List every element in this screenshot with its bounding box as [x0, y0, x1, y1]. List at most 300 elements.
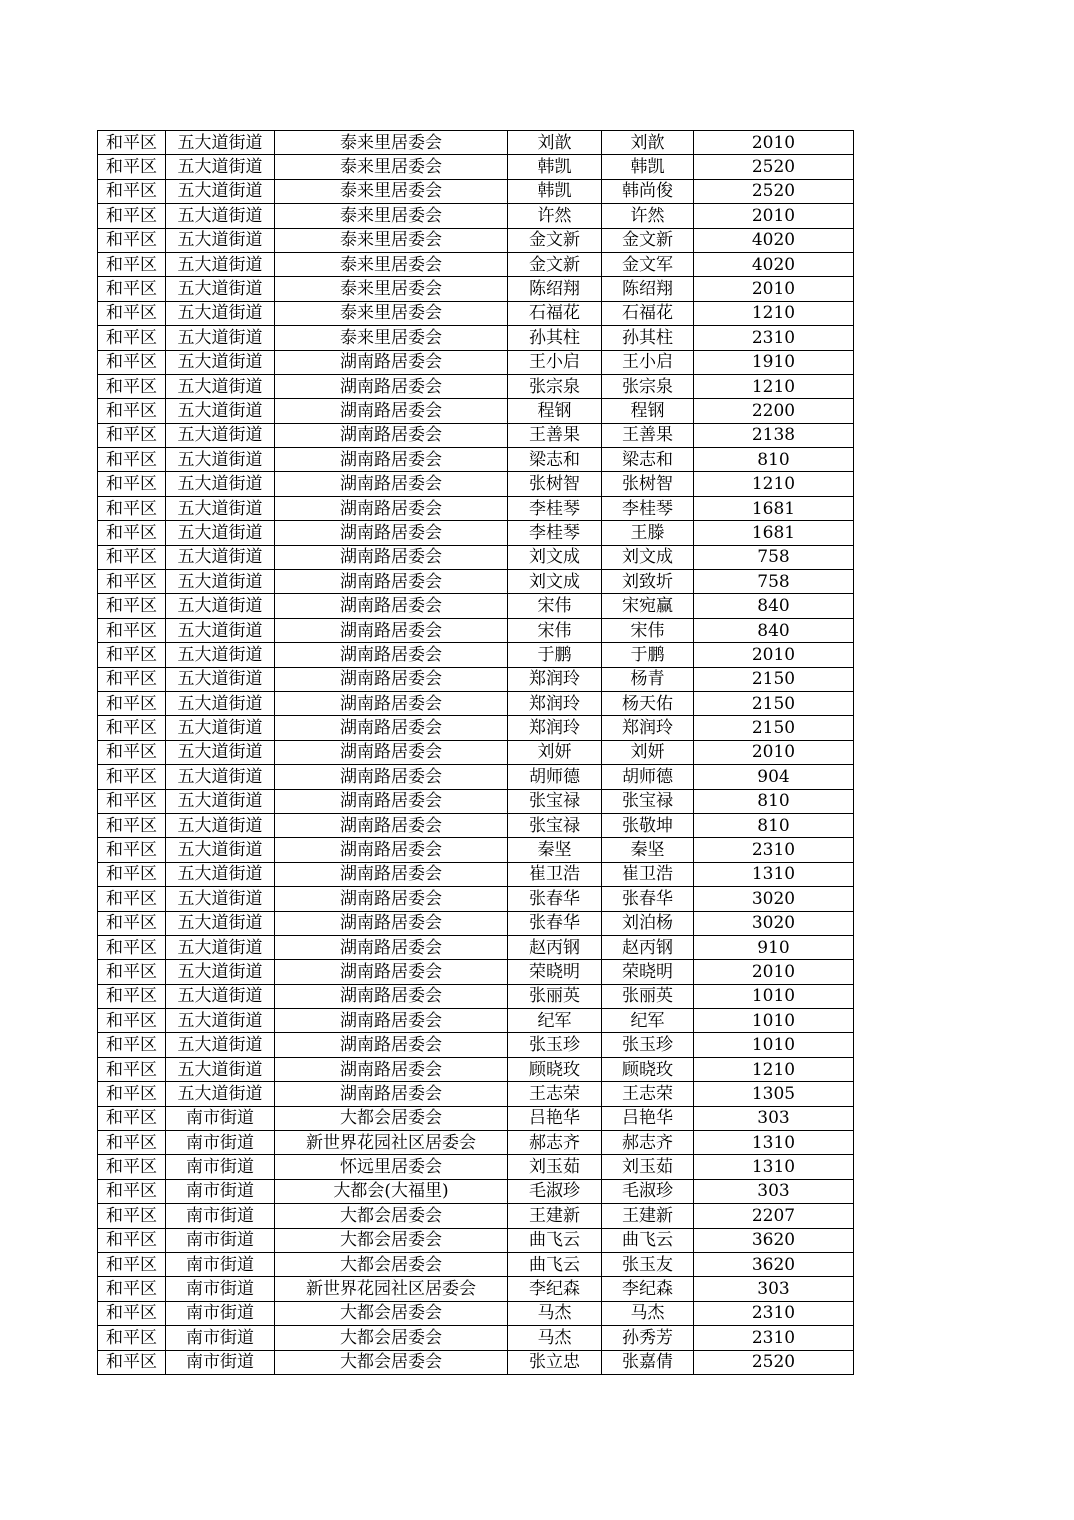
street-cell: 五大道街道 — [166, 691, 275, 715]
amount-cell: 303 — [694, 1106, 854, 1130]
member-cell: 张嘉倩 — [602, 1350, 694, 1374]
amount-cell: 3620 — [694, 1228, 854, 1252]
applicant-cell: 张立忠 — [508, 1350, 602, 1374]
amount-cell: 2520 — [694, 155, 854, 179]
amount-cell: 2150 — [694, 667, 854, 691]
district-cell: 和平区 — [98, 643, 166, 667]
table-row — [98, 350, 854, 374]
district-cell: 和平区 — [98, 911, 166, 935]
applicant-cell: 王志荣 — [508, 1082, 602, 1106]
applicant-cell: 马杰 — [508, 1326, 602, 1350]
district-cell: 和平区 — [98, 301, 166, 325]
street-cell: 五大道街道 — [166, 789, 275, 813]
committee-cell: 泰来里居委会 — [275, 326, 508, 350]
table-row — [98, 643, 854, 667]
member-cell: 张树智 — [602, 472, 694, 496]
applicant-cell: 张树智 — [508, 472, 602, 496]
committee-cell: 湖南路居委会 — [275, 667, 508, 691]
district-cell: 和平区 — [98, 1326, 166, 1350]
amount-cell: 2310 — [694, 326, 854, 350]
amount-cell: 810 — [694, 448, 854, 472]
district-cell: 和平区 — [98, 740, 166, 764]
street-cell: 五大道街道 — [166, 960, 275, 984]
member-cell: 荣晓明 — [602, 960, 694, 984]
amount-cell: 810 — [694, 789, 854, 813]
committee-cell: 湖南路居委会 — [275, 570, 508, 594]
table-row — [98, 1252, 854, 1276]
street-cell: 五大道街道 — [166, 1033, 275, 1057]
district-cell: 和平区 — [98, 228, 166, 252]
district-cell: 和平区 — [98, 1252, 166, 1276]
table-row — [98, 1204, 854, 1228]
table-row — [98, 472, 854, 496]
applicant-cell: 刘妍 — [508, 740, 602, 764]
applicant-cell: 孙其柱 — [508, 326, 602, 350]
applicant-cell: 韩凯 — [508, 155, 602, 179]
data-table — [97, 130, 854, 1375]
table-row — [98, 1057, 854, 1081]
district-cell: 和平区 — [98, 935, 166, 959]
committee-cell: 湖南路居委会 — [275, 374, 508, 398]
member-cell: 刘文成 — [602, 545, 694, 569]
member-cell: 刘妍 — [602, 740, 694, 764]
member-cell: 刘玉茹 — [602, 1155, 694, 1179]
member-cell: 李桂琴 — [602, 496, 694, 520]
district-cell: 和平区 — [98, 1106, 166, 1130]
district-cell: 和平区 — [98, 350, 166, 374]
amount-cell: 2150 — [694, 716, 854, 740]
applicant-cell: 金文新 — [508, 252, 602, 276]
table-body — [98, 131, 854, 1375]
district-cell: 和平区 — [98, 1228, 166, 1252]
amount-cell: 1210 — [694, 374, 854, 398]
applicant-cell: 郑润玲 — [508, 691, 602, 715]
district-cell: 和平区 — [98, 277, 166, 301]
street-cell: 五大道街道 — [166, 862, 275, 886]
amount-cell: 2520 — [694, 1350, 854, 1374]
committee-cell: 湖南路居委会 — [275, 813, 508, 837]
member-cell: 张宗泉 — [602, 374, 694, 398]
member-cell: 于鹏 — [602, 643, 694, 667]
street-cell: 五大道街道 — [166, 716, 275, 740]
committee-cell: 湖南路居委会 — [275, 716, 508, 740]
amount-cell: 910 — [694, 935, 854, 959]
table-row — [98, 618, 854, 642]
applicant-cell: 李纪森 — [508, 1277, 602, 1301]
amount-cell: 2200 — [694, 399, 854, 423]
district-cell: 和平区 — [98, 374, 166, 398]
committee-cell: 湖南路居委会 — [275, 935, 508, 959]
street-cell: 五大道街道 — [166, 1009, 275, 1033]
committee-cell: 泰来里居委会 — [275, 277, 508, 301]
amount-cell: 3620 — [694, 1252, 854, 1276]
committee-cell: 湖南路居委会 — [275, 862, 508, 886]
member-cell: 宋伟 — [602, 618, 694, 642]
table-row — [98, 448, 854, 472]
amount-cell: 2207 — [694, 1204, 854, 1228]
applicant-cell: 吕艳华 — [508, 1106, 602, 1130]
member-cell: 许然 — [602, 204, 694, 228]
member-cell: 程钢 — [602, 399, 694, 423]
member-cell: 秦坚 — [602, 838, 694, 862]
table-row — [98, 716, 854, 740]
table-row — [98, 228, 854, 252]
applicant-cell: 顾晓玫 — [508, 1057, 602, 1081]
amount-cell: 3020 — [694, 911, 854, 935]
member-cell: 吕艳华 — [602, 1106, 694, 1130]
committee-cell: 湖南路居委会 — [275, 423, 508, 447]
table-row — [98, 984, 854, 1008]
committee-cell: 泰来里居委会 — [275, 252, 508, 276]
table-row — [98, 545, 854, 569]
street-cell: 南市街道 — [166, 1131, 275, 1155]
applicant-cell: 郝志齐 — [508, 1131, 602, 1155]
applicant-cell: 张春华 — [508, 887, 602, 911]
applicant-cell: 刘玉茹 — [508, 1155, 602, 1179]
committee-cell: 新世界花园社区居委会 — [275, 1277, 508, 1301]
street-cell: 五大道街道 — [166, 350, 275, 374]
member-cell: 张玉友 — [602, 1252, 694, 1276]
district-cell: 和平区 — [98, 618, 166, 642]
district-cell: 和平区 — [98, 1033, 166, 1057]
district-cell: 和平区 — [98, 862, 166, 886]
applicant-cell: 张宝禄 — [508, 813, 602, 837]
amount-cell: 4020 — [694, 252, 854, 276]
member-cell: 梁志和 — [602, 448, 694, 472]
amount-cell: 1010 — [694, 984, 854, 1008]
street-cell: 五大道街道 — [166, 984, 275, 1008]
applicant-cell: 张丽英 — [508, 984, 602, 1008]
street-cell: 五大道街道 — [166, 204, 275, 228]
amount-cell: 758 — [694, 545, 854, 569]
applicant-cell: 韩凯 — [508, 179, 602, 203]
member-cell: 王志荣 — [602, 1082, 694, 1106]
district-cell: 和平区 — [98, 326, 166, 350]
member-cell: 刘歆 — [602, 131, 694, 155]
table-row — [98, 252, 854, 276]
street-cell: 南市街道 — [166, 1228, 275, 1252]
street-cell: 五大道街道 — [166, 448, 275, 472]
amount-cell: 904 — [694, 765, 854, 789]
member-cell: 杨天佑 — [602, 691, 694, 715]
amount-cell: 4020 — [694, 228, 854, 252]
committee-cell: 湖南路居委会 — [275, 1033, 508, 1057]
amount-cell: 1681 — [694, 521, 854, 545]
amount-cell: 2150 — [694, 691, 854, 715]
amount-cell: 1310 — [694, 862, 854, 886]
street-cell: 五大道街道 — [166, 667, 275, 691]
applicant-cell: 金文新 — [508, 228, 602, 252]
amount-cell: 2520 — [694, 179, 854, 203]
amount-cell: 1310 — [694, 1155, 854, 1179]
district-cell: 和平区 — [98, 1204, 166, 1228]
table-row — [98, 301, 854, 325]
committee-cell: 湖南路居委会 — [275, 545, 508, 569]
amount-cell: 3020 — [694, 887, 854, 911]
applicant-cell: 梁志和 — [508, 448, 602, 472]
member-cell: 胡师德 — [602, 765, 694, 789]
table-row — [98, 204, 854, 228]
table-row — [98, 155, 854, 179]
district-cell: 和平区 — [98, 423, 166, 447]
committee-cell: 新世界花园社区居委会 — [275, 1131, 508, 1155]
table-row — [98, 862, 854, 886]
applicant-cell: 刘文成 — [508, 570, 602, 594]
table-row — [98, 667, 854, 691]
street-cell: 南市街道 — [166, 1277, 275, 1301]
amount-cell: 2310 — [694, 1326, 854, 1350]
table-row — [98, 765, 854, 789]
district-cell: 和平区 — [98, 570, 166, 594]
applicant-cell: 李桂琴 — [508, 521, 602, 545]
table-row — [98, 789, 854, 813]
applicant-cell: 程钢 — [508, 399, 602, 423]
member-cell: 张敬坤 — [602, 813, 694, 837]
street-cell: 五大道街道 — [166, 277, 275, 301]
table-row — [98, 179, 854, 203]
district-cell: 和平区 — [98, 789, 166, 813]
table-row — [98, 1106, 854, 1130]
committee-cell: 大都会居委会 — [275, 1228, 508, 1252]
member-cell: 陈绍翔 — [602, 277, 694, 301]
street-cell: 南市街道 — [166, 1106, 275, 1130]
table-row — [98, 1179, 854, 1203]
table-row — [98, 1326, 854, 1350]
member-cell: 杨青 — [602, 667, 694, 691]
district-cell: 和平区 — [98, 1057, 166, 1081]
street-cell: 五大道街道 — [166, 155, 275, 179]
committee-cell: 湖南路居委会 — [275, 740, 508, 764]
amount-cell: 2010 — [694, 277, 854, 301]
street-cell: 五大道街道 — [166, 643, 275, 667]
committee-cell: 湖南路居委会 — [275, 838, 508, 862]
committee-cell: 湖南路居委会 — [275, 643, 508, 667]
table-row — [98, 1009, 854, 1033]
table-row — [98, 1131, 854, 1155]
table-row — [98, 887, 854, 911]
applicant-cell: 宋伟 — [508, 618, 602, 642]
applicant-cell: 刘歆 — [508, 131, 602, 155]
committee-cell: 大都会居委会 — [275, 1252, 508, 1276]
amount-cell: 2310 — [694, 838, 854, 862]
member-cell: 王善果 — [602, 423, 694, 447]
applicant-cell: 毛淑珍 — [508, 1179, 602, 1203]
street-cell: 五大道街道 — [166, 838, 275, 862]
applicant-cell: 张玉珍 — [508, 1033, 602, 1057]
district-cell: 和平区 — [98, 1009, 166, 1033]
committee-cell: 湖南路居委会 — [275, 1009, 508, 1033]
district-cell: 和平区 — [98, 1277, 166, 1301]
district-cell: 和平区 — [98, 204, 166, 228]
district-cell: 和平区 — [98, 496, 166, 520]
table-row — [98, 1350, 854, 1374]
applicant-cell: 曲飞云 — [508, 1228, 602, 1252]
member-cell: 孙其柱 — [602, 326, 694, 350]
amount-cell: 2010 — [694, 740, 854, 764]
member-cell: 孙秀芳 — [602, 1326, 694, 1350]
applicant-cell: 刘文成 — [508, 545, 602, 569]
table-row — [98, 131, 854, 155]
amount-cell: 1210 — [694, 1057, 854, 1081]
amount-cell: 1210 — [694, 472, 854, 496]
district-cell: 和平区 — [98, 1131, 166, 1155]
table-row — [98, 813, 854, 837]
committee-cell: 湖南路居委会 — [275, 691, 508, 715]
street-cell: 五大道街道 — [166, 252, 275, 276]
table-row — [98, 960, 854, 984]
amount-cell: 2010 — [694, 131, 854, 155]
street-cell: 南市街道 — [166, 1179, 275, 1203]
amount-cell: 1010 — [694, 1033, 854, 1057]
district-cell: 和平区 — [98, 813, 166, 837]
district-cell: 和平区 — [98, 691, 166, 715]
applicant-cell: 郑润玲 — [508, 716, 602, 740]
table-row — [98, 374, 854, 398]
district-cell: 和平区 — [98, 667, 166, 691]
amount-cell: 840 — [694, 618, 854, 642]
street-cell: 南市街道 — [166, 1204, 275, 1228]
district-cell: 和平区 — [98, 1179, 166, 1203]
table-row — [98, 1033, 854, 1057]
applicant-cell: 纪军 — [508, 1009, 602, 1033]
applicant-cell: 张春华 — [508, 911, 602, 935]
table-row — [98, 838, 854, 862]
amount-cell: 1210 — [694, 301, 854, 325]
district-cell: 和平区 — [98, 594, 166, 618]
applicant-cell: 胡师德 — [508, 765, 602, 789]
member-cell: 张玉珍 — [602, 1033, 694, 1057]
street-cell: 五大道街道 — [166, 399, 275, 423]
street-cell: 五大道街道 — [166, 911, 275, 935]
amount-cell: 1910 — [694, 350, 854, 374]
committee-cell: 湖南路居委会 — [275, 1082, 508, 1106]
district-cell: 和平区 — [98, 179, 166, 203]
member-cell: 纪军 — [602, 1009, 694, 1033]
street-cell: 五大道街道 — [166, 594, 275, 618]
street-cell: 五大道街道 — [166, 131, 275, 155]
committee-cell: 大都会居委会 — [275, 1350, 508, 1374]
member-cell: 石福花 — [602, 301, 694, 325]
amount-cell: 303 — [694, 1179, 854, 1203]
street-cell: 五大道街道 — [166, 521, 275, 545]
table-row — [98, 570, 854, 594]
street-cell: 五大道街道 — [166, 887, 275, 911]
district-cell: 和平区 — [98, 521, 166, 545]
table-row — [98, 691, 854, 715]
committee-cell: 湖南路居委会 — [275, 1057, 508, 1081]
table-row — [98, 740, 854, 764]
street-cell: 五大道街道 — [166, 1057, 275, 1081]
applicant-cell: 于鹏 — [508, 643, 602, 667]
member-cell: 张宝禄 — [602, 789, 694, 813]
street-cell: 南市街道 — [166, 1350, 275, 1374]
district-cell: 和平区 — [98, 1082, 166, 1106]
street-cell: 南市街道 — [166, 1252, 275, 1276]
district-cell: 和平区 — [98, 1350, 166, 1374]
table-row — [98, 1277, 854, 1301]
street-cell: 五大道街道 — [166, 423, 275, 447]
table-row — [98, 1301, 854, 1325]
applicant-cell: 赵丙钢 — [508, 935, 602, 959]
street-cell: 五大道街道 — [166, 301, 275, 325]
committee-cell: 湖南路居委会 — [275, 472, 508, 496]
applicant-cell: 曲飞云 — [508, 1252, 602, 1276]
street-cell: 五大道街道 — [166, 740, 275, 764]
committee-cell: 泰来里居委会 — [275, 155, 508, 179]
street-cell: 五大道街道 — [166, 228, 275, 252]
table-row — [98, 399, 854, 423]
district-cell: 和平区 — [98, 545, 166, 569]
applicant-cell: 李桂琴 — [508, 496, 602, 520]
amount-cell: 810 — [694, 813, 854, 837]
committee-cell: 湖南路居委会 — [275, 594, 508, 618]
district-cell: 和平区 — [98, 716, 166, 740]
committee-cell: 大都会居委会 — [275, 1106, 508, 1130]
applicant-cell: 王小启 — [508, 350, 602, 374]
district-cell: 和平区 — [98, 765, 166, 789]
committee-cell: 湖南路居委会 — [275, 448, 508, 472]
street-cell: 五大道街道 — [166, 374, 275, 398]
street-cell: 五大道街道 — [166, 179, 275, 203]
committee-cell: 大都会(大福里) — [275, 1179, 508, 1203]
amount-cell: 303 — [694, 1277, 854, 1301]
street-cell: 五大道街道 — [166, 570, 275, 594]
applicant-cell: 郑润玲 — [508, 667, 602, 691]
member-cell: 王小启 — [602, 350, 694, 374]
table-row — [98, 423, 854, 447]
street-cell: 五大道街道 — [166, 545, 275, 569]
street-cell: 南市街道 — [166, 1326, 275, 1350]
table-row — [98, 326, 854, 350]
table-row — [98, 521, 854, 545]
amount-cell: 758 — [694, 570, 854, 594]
applicant-cell: 石福花 — [508, 301, 602, 325]
member-cell: 韩凯 — [602, 155, 694, 179]
street-cell: 五大道街道 — [166, 935, 275, 959]
amount-cell: 2010 — [694, 643, 854, 667]
street-cell: 南市街道 — [166, 1301, 275, 1325]
member-cell: 张春华 — [602, 887, 694, 911]
member-cell: 崔卫浩 — [602, 862, 694, 886]
member-cell: 金文军 — [602, 252, 694, 276]
member-cell: 毛淑珍 — [602, 1179, 694, 1203]
member-cell: 宋宛赢 — [602, 594, 694, 618]
committee-cell: 湖南路居委会 — [275, 887, 508, 911]
member-cell: 马杰 — [602, 1301, 694, 1325]
district-cell: 和平区 — [98, 960, 166, 984]
committee-cell: 大都会居委会 — [275, 1204, 508, 1228]
amount-cell: 2310 — [694, 1301, 854, 1325]
amount-cell: 2010 — [694, 204, 854, 228]
applicant-cell: 王建新 — [508, 1204, 602, 1228]
applicant-cell: 张宗泉 — [508, 374, 602, 398]
applicant-cell: 荣晓明 — [508, 960, 602, 984]
table-row — [98, 594, 854, 618]
committee-cell: 怀远里居委会 — [275, 1155, 508, 1179]
street-cell: 五大道街道 — [166, 765, 275, 789]
table-row — [98, 1155, 854, 1179]
district-cell: 和平区 — [98, 1301, 166, 1325]
committee-cell: 湖南路居委会 — [275, 911, 508, 935]
member-cell: 金文新 — [602, 228, 694, 252]
table-row — [98, 911, 854, 935]
amount-cell: 1305 — [694, 1082, 854, 1106]
member-cell: 顾晓玫 — [602, 1057, 694, 1081]
table-row — [98, 1228, 854, 1252]
committee-cell: 泰来里居委会 — [275, 179, 508, 203]
district-cell: 和平区 — [98, 472, 166, 496]
amount-cell: 1681 — [694, 496, 854, 520]
